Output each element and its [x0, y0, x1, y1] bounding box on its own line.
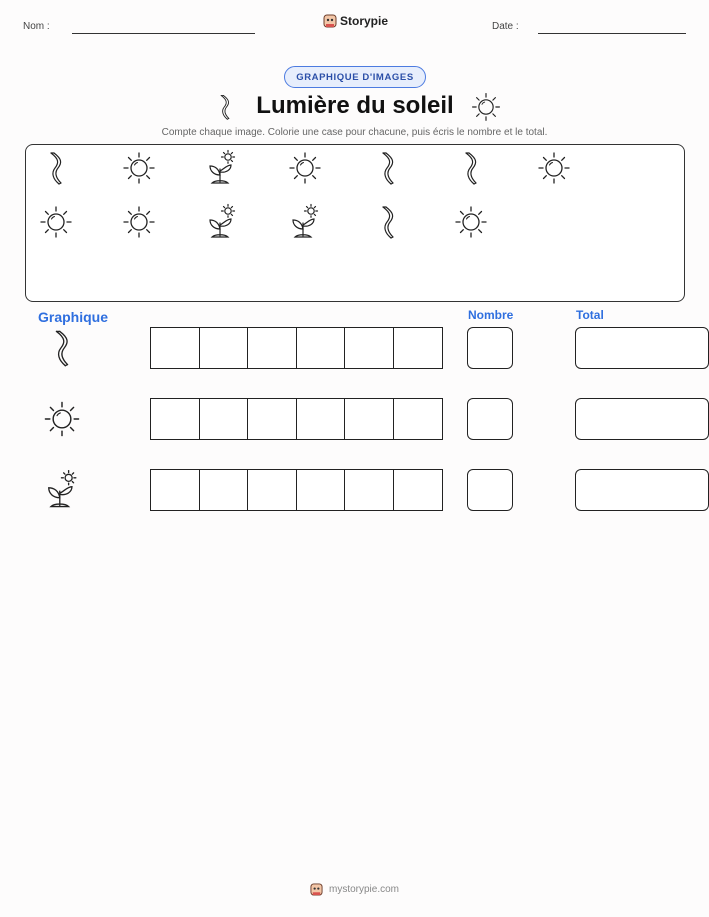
brand-name: Storypie: [340, 14, 389, 28]
storypie-logo-icon: [310, 882, 323, 897]
sun-icon: [454, 203, 488, 241]
number-box[interactable]: [467, 327, 513, 369]
tally-cell[interactable]: [150, 469, 200, 511]
sprout-icon: [288, 203, 322, 241]
storypie-logo-icon: [323, 13, 337, 29]
name-label: Nom :: [23, 21, 50, 32]
worm-icon: [454, 149, 488, 187]
total-box[interactable]: [575, 469, 709, 511]
worm-icon: [371, 203, 405, 241]
tally-cell[interactable]: [199, 469, 249, 511]
total-header: Total: [576, 308, 604, 322]
graph-row-sprout: [0, 469, 709, 511]
sun-icon: [42, 398, 82, 440]
number-header: Nombre: [468, 308, 514, 322]
tally-cell[interactable]: [393, 469, 443, 511]
footer: [0, 882, 709, 897]
tally-cell[interactable]: [344, 469, 394, 511]
sprout-icon: [42, 469, 82, 511]
number-box[interactable]: [467, 398, 513, 440]
graph-row-sun: [0, 398, 709, 440]
worm-icon: [42, 327, 82, 369]
graph-header: Graphique: [38, 309, 109, 325]
tally-cell[interactable]: [150, 398, 200, 440]
tally-cell[interactable]: [247, 469, 297, 511]
total-box[interactable]: [575, 327, 709, 369]
tally-cell[interactable]: [150, 327, 200, 369]
tally-cells: [150, 398, 443, 440]
total-box[interactable]: [575, 398, 709, 440]
tally-cells: [150, 327, 443, 369]
tally-cell[interactable]: [296, 469, 346, 511]
page-title: Lumière du soleil: [256, 92, 454, 119]
sun-icon: [39, 203, 73, 241]
tally-cell[interactable]: [393, 327, 443, 369]
date-field[interactable]: [538, 33, 686, 34]
worksheet-type-badge: GRAPHIQUE D'IMAGES: [284, 66, 426, 88]
date-label: Date :: [492, 21, 519, 32]
tally-cell[interactable]: [344, 398, 394, 440]
instructions: Compte chaque image. Colorie une case pour chacune, puis écris le nombre et le total.: [161, 127, 548, 138]
sun-outline-icon: [470, 90, 502, 122]
worm-icon: [39, 149, 73, 187]
tally-cell[interactable]: [247, 327, 297, 369]
tally-cell[interactable]: [393, 398, 443, 440]
number-box[interactable]: [467, 469, 513, 511]
tally-cell[interactable]: [296, 398, 346, 440]
picture-bank: [25, 144, 685, 302]
worm-icon: [371, 149, 405, 187]
tally-cell[interactable]: [199, 398, 249, 440]
brand-logo: [323, 13, 388, 29]
sun-icon: [288, 149, 322, 187]
graph-row-worm: [0, 327, 709, 369]
sun-icon: [537, 149, 571, 187]
sprout-icon: [205, 149, 239, 187]
name-field[interactable]: [72, 33, 255, 34]
tally-cell[interactable]: [296, 327, 346, 369]
sprout-icon: [205, 203, 239, 241]
sun-icon: [122, 203, 156, 241]
tally-cell[interactable]: [247, 398, 297, 440]
tally-cells: [150, 469, 443, 511]
footer-site: mystorypie.com: [328, 884, 399, 895]
tally-cell[interactable]: [199, 327, 249, 369]
tally-cell[interactable]: [344, 327, 394, 369]
sun-icon: [122, 149, 156, 187]
